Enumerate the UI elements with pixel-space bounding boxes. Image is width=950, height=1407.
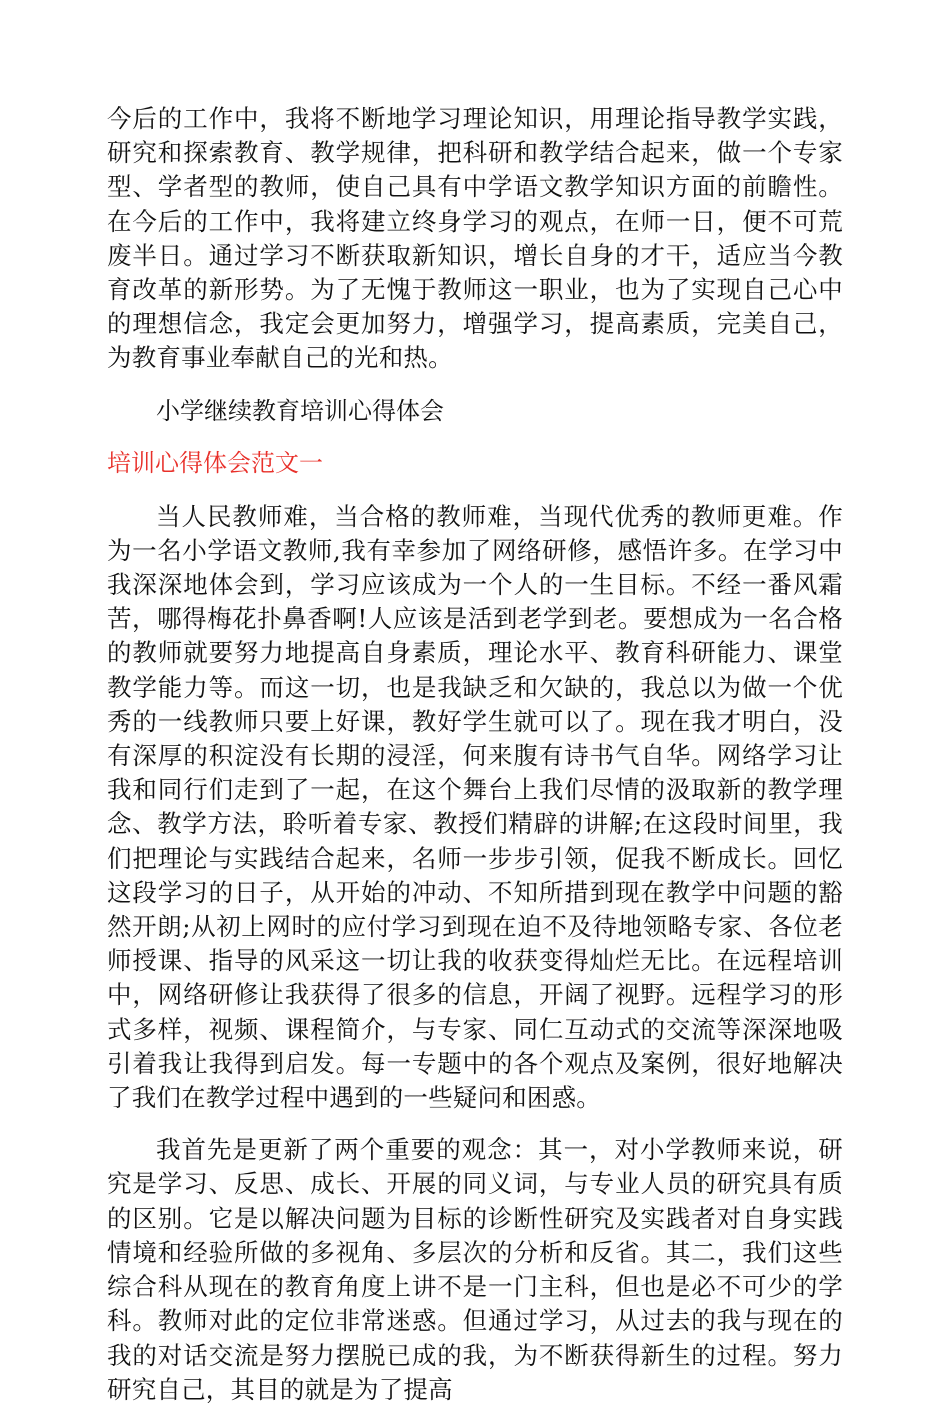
body-paragraph-3: 我首先是更新了两个重要的观念：其一，对小学教师来说，研究是学习、反思、成长、开展的同义词，与专业人员的研究具有质的区别。它是以解决问题为目标的诊断性研究及实践者对自身实践情境和经验所做的多视角、多层次的分析和反省。其二，我们这些综合科从现在的教育角度上讲不是一门主科，但也是必不可少的学科。教师对此的定位非常迷惑。但通过学习，从过去的我与现在的我的对话交流是努力摆脱已成的我，为不断获得新生的过程。努力研究自己，其目的就是为了提高: [107, 1135, 843, 1404]
document-subtitle: 小学继续教育培训心得体会: [156, 396, 444, 425]
document-page: [107, 102, 843, 1407]
body-paragraph-2: 当人民教师难，当合格的教师难，当现代优秀的教师更难。作为一名小学语文教师,我有幸参加了网络研修，感悟许多。在学习中我深深地体会到，学习应该成为一个人的一生目标。不经一番风霜苦，哪得梅花扑鼻香啊!人应该是活到老学到老。要想成为一名合格的教师就要努力地提高自身素质，理论水平、教育科研能力、课堂教学能力等。而这一切，也是我缺乏和欠缺的，我总以为做一个优秀的一线教师只要上好课，教好学生就可以了。现在我才明白，没有深厚的积淀没有长期的浸淫，何来腹有诗书气自华。网络学习让我和同行们走到了一起，在这个舞台上我们尽情的汲取新的教学理念、教学方法，聆听着专家、教授们精辟的讲解;在这段时间里，我们把理论与实践结合起来，名师一步步引领，促我不断成长。回忆这段学习的日子，从开始的冲动、不知所措到现在教学中问题的豁然开朗;从初上网时的应付学习到现在迫不及待地领略专家、各位老师授课、指导的风采这一切让我的收获变得灿烂无比。在远程培训中，网络研修让我获得了很多的信息，开阔了视野。远程学习的形式多样，视频、课程简介，与专家、同仁互动式的交流等深深地吸引着我让我得到启发。每一专题中的各个观点及案例，很好地解决了我们在教学过程中遇到的一些疑问和困惑。: [107, 501, 843, 1113]
body-paragraph-1: 今后的工作中，我将不断地学习理论知识，用理论指导教学实践，研究和探索教育、教学规律，把科研和教学结合起来，做一个专家型、学者型的教师，使自己具有中学语文教学知识方面的前瞻性。在今后的工作中，我将建立终身学习的观点，在师一日，便不可荒废半日。通过学习不断获取新知识，增长自身的才干，适应当今教育改革的新形势。为了无愧于教师这一职业，也为了实现自己心中的理想信念，我定会更加努力，增强学习，提高素质，完美自己，为教育事业奉献自己的光和热。: [107, 104, 843, 373]
section-heading: 培训心得体会范文一: [107, 448, 323, 477]
